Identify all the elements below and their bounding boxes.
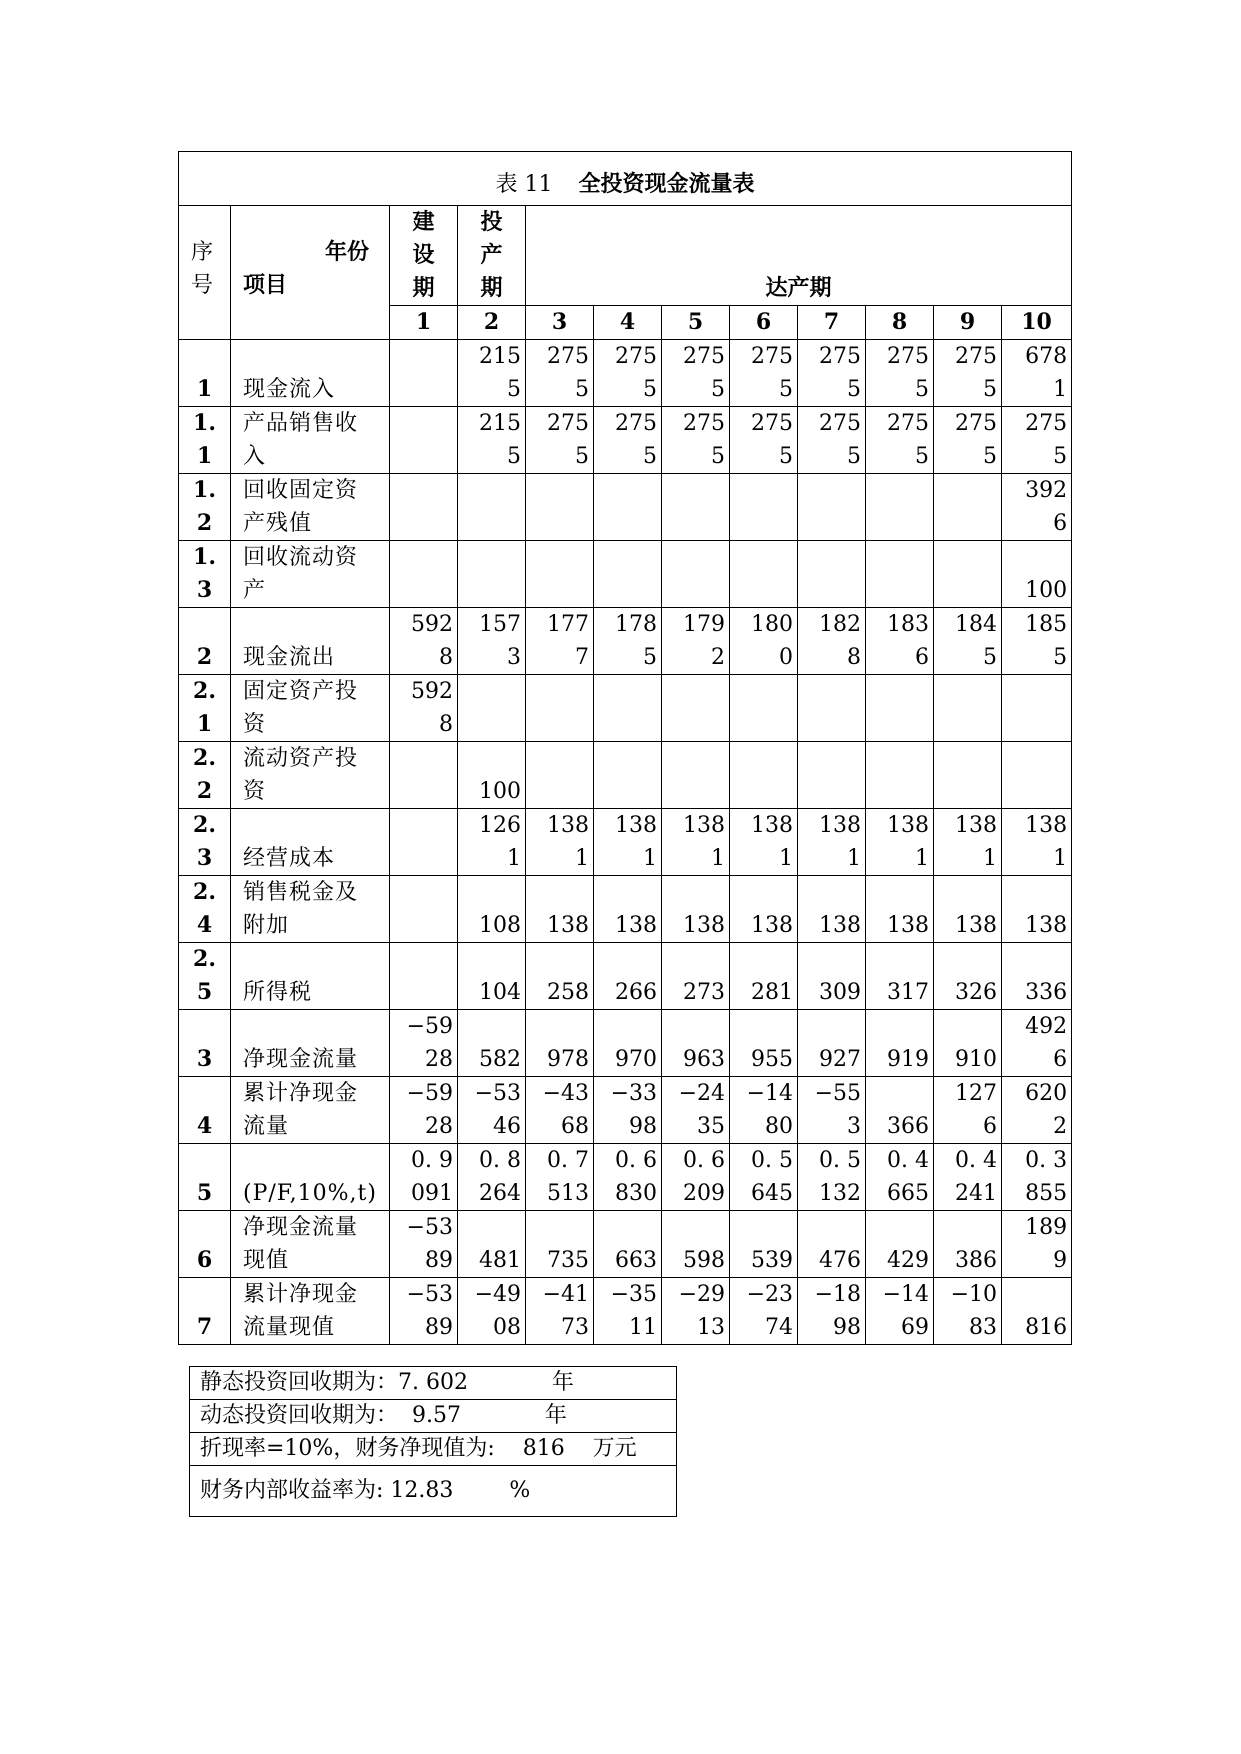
value-cell <box>934 675 1002 742</box>
value-cell: 275 5 <box>526 340 594 407</box>
year-header: 5 <box>662 306 730 340</box>
value-cell <box>934 742 1002 809</box>
value-cell: 189 9 <box>1002 1211 1072 1278</box>
value-cell: 598 <box>662 1211 730 1278</box>
value-cell: 539 <box>730 1211 798 1278</box>
year-header: 1 <box>390 306 458 340</box>
table-row <box>179 407 1072 474</box>
value-cell <box>458 675 526 742</box>
summary-box <box>189 1366 677 1517</box>
dynamic-payback: 动态投资回收期为： 9.57 年 <box>190 1400 677 1433</box>
value-cell: 0. 3 855 <box>1002 1144 1072 1211</box>
row-item: 固定资产投 资 <box>231 675 390 742</box>
value-cell <box>730 742 798 809</box>
year-header: 10 <box>1002 306 1072 340</box>
row-item: 现金流出 <box>231 608 390 675</box>
value-cell: 138 <box>1002 876 1072 943</box>
row-seq: 2. 3 <box>179 809 231 876</box>
value-cell: 179 2 <box>662 608 730 675</box>
value-cell: 978 <box>526 1010 594 1077</box>
row-item: 现金流入 <box>231 340 390 407</box>
row-seq: 1. 2 <box>179 474 231 541</box>
value-cell: 182 8 <box>798 608 866 675</box>
value-cell: 0. 7 513 <box>526 1144 594 1211</box>
value-cell <box>798 675 866 742</box>
value-cell: 177 7 <box>526 608 594 675</box>
table-row <box>179 1278 1072 1345</box>
row-seq: 2. 5 <box>179 943 231 1010</box>
row-item: 流动资产投 资 <box>231 742 390 809</box>
row-seq: 2. 1 <box>179 675 231 742</box>
value-cell: 275 5 <box>730 340 798 407</box>
value-cell <box>390 541 458 608</box>
value-cell: 138 <box>730 876 798 943</box>
value-cell: 481 <box>458 1211 526 1278</box>
value-cell: 326 <box>934 943 1002 1010</box>
value-cell: 266 <box>594 943 662 1010</box>
row-item: 回收流动资 产 <box>231 541 390 608</box>
value-cell <box>594 474 662 541</box>
year-header: 9 <box>934 306 1002 340</box>
value-cell: 963 <box>662 1010 730 1077</box>
value-cell: 429 <box>866 1211 934 1278</box>
table-row <box>179 809 1072 876</box>
year-header: 4 <box>594 306 662 340</box>
value-cell: 592 8 <box>390 608 458 675</box>
table-row <box>179 541 1072 608</box>
value-cell: 138 1 <box>662 809 730 876</box>
value-cell: 476 <box>798 1211 866 1278</box>
value-cell: 309 <box>798 943 866 1010</box>
value-cell: 678 1 <box>1002 340 1072 407</box>
value-cell <box>934 474 1002 541</box>
row-seq: 1. 1 <box>179 407 231 474</box>
row-seq: 2. 4 <box>179 876 231 943</box>
year-header: 7 <box>798 306 866 340</box>
value-cell <box>526 742 594 809</box>
value-cell: −14 69 <box>866 1278 934 1345</box>
value-cell: 138 <box>866 876 934 943</box>
value-cell: 275 5 <box>866 340 934 407</box>
value-cell: 492 6 <box>1002 1010 1072 1077</box>
value-cell: −18 98 <box>798 1278 866 1345</box>
row-seq: 7 <box>179 1278 231 1345</box>
value-cell: 816 <box>1002 1278 1072 1345</box>
row-seq: 1. 3 <box>179 541 231 608</box>
value-cell: 275 5 <box>866 407 934 474</box>
value-cell: 0. 5 132 <box>798 1144 866 1211</box>
table-title <box>179 152 1072 206</box>
value-cell: −53 46 <box>458 1077 526 1144</box>
value-cell <box>730 474 798 541</box>
value-cell: 336 <box>1002 943 1072 1010</box>
value-cell <box>594 541 662 608</box>
row-seq: 2. 2 <box>179 742 231 809</box>
value-cell <box>390 876 458 943</box>
value-cell: 386 <box>934 1211 1002 1278</box>
value-cell: 0. 8 264 <box>458 1144 526 1211</box>
value-cell: 663 <box>594 1211 662 1278</box>
header-construction: 建 设 期 <box>390 206 458 306</box>
value-cell: 275 5 <box>1002 407 1072 474</box>
value-cell: −59 28 <box>390 1010 458 1077</box>
value-cell <box>594 742 662 809</box>
value-cell: 0. 6 209 <box>662 1144 730 1211</box>
table-row <box>179 1010 1072 1077</box>
value-cell: 955 <box>730 1010 798 1077</box>
value-cell: 919 <box>866 1010 934 1077</box>
value-cell <box>390 474 458 541</box>
value-cell: −33 98 <box>594 1077 662 1144</box>
value-cell: 127 6 <box>934 1077 1002 1144</box>
value-cell: −24 35 <box>662 1077 730 1144</box>
value-cell: 100 <box>458 742 526 809</box>
value-cell <box>866 541 934 608</box>
value-cell: 0. 9 091 <box>390 1144 458 1211</box>
year-header: 8 <box>866 306 934 340</box>
row-item: 累计净现金 流量现值 <box>231 1278 390 1345</box>
header-year: 年份 <box>324 239 369 265</box>
value-cell: 157 3 <box>458 608 526 675</box>
value-cell: 138 1 <box>866 809 934 876</box>
value-cell: 970 <box>594 1010 662 1077</box>
table-row <box>179 474 1072 541</box>
header-item: 项目 <box>243 272 288 298</box>
row-item: 回收固定资 产残值 <box>231 474 390 541</box>
value-cell: −59 28 <box>390 1077 458 1144</box>
value-cell: 620 2 <box>1002 1077 1072 1144</box>
year-header: 2 <box>458 306 526 340</box>
value-cell: 138 <box>662 876 730 943</box>
value-cell: 183 6 <box>866 608 934 675</box>
value-cell: 138 1 <box>934 809 1002 876</box>
table-row <box>179 1211 1072 1278</box>
value-cell: 275 5 <box>662 407 730 474</box>
value-cell <box>662 541 730 608</box>
value-cell: 592 8 <box>390 675 458 742</box>
value-cell: −53 89 <box>390 1211 458 1278</box>
value-cell: 138 1 <box>1002 809 1072 876</box>
value-cell: 138 <box>798 876 866 943</box>
value-cell: −14 80 <box>730 1077 798 1144</box>
value-cell <box>866 474 934 541</box>
value-cell: 138 <box>594 876 662 943</box>
value-cell: 275 5 <box>526 407 594 474</box>
value-cell: 138 1 <box>594 809 662 876</box>
value-cell: 104 <box>458 943 526 1010</box>
value-cell: 275 5 <box>798 340 866 407</box>
table-row <box>179 1144 1072 1211</box>
value-cell: −29 13 <box>662 1278 730 1345</box>
value-cell: 275 5 <box>594 340 662 407</box>
value-cell: 215 5 <box>458 407 526 474</box>
table-row <box>179 340 1072 407</box>
value-cell <box>1002 675 1072 742</box>
value-cell: 215 5 <box>458 340 526 407</box>
value-cell: 178 5 <box>594 608 662 675</box>
value-cell: 180 0 <box>730 608 798 675</box>
row-seq: 4 <box>179 1077 231 1144</box>
row-item: 净现金流量 现值 <box>231 1211 390 1278</box>
row-seq: 3 <box>179 1010 231 1077</box>
value-cell <box>730 541 798 608</box>
value-cell: −49 08 <box>458 1278 526 1345</box>
value-cell: 0. 5 645 <box>730 1144 798 1211</box>
row-item: 净现金流量 <box>231 1010 390 1077</box>
table-row <box>179 608 1072 675</box>
value-cell: 582 <box>458 1010 526 1077</box>
year-header: 6 <box>730 306 798 340</box>
year-header: 3 <box>526 306 594 340</box>
value-cell: 275 5 <box>594 407 662 474</box>
value-cell: 185 5 <box>1002 608 1072 675</box>
row-item: 经营成本 <box>231 809 390 876</box>
value-cell <box>526 675 594 742</box>
value-cell: 273 <box>662 943 730 1010</box>
value-cell: −23 74 <box>730 1278 798 1345</box>
header-year-item <box>231 206 390 340</box>
value-cell <box>866 742 934 809</box>
table-name: 全投资现金流量表 <box>578 171 755 197</box>
value-cell: 275 5 <box>662 340 730 407</box>
value-cell: 258 <box>526 943 594 1010</box>
value-cell <box>390 340 458 407</box>
row-item: (P/F,10%,t) <box>231 1144 390 1211</box>
value-cell <box>526 474 594 541</box>
internal-rate-of-return: 财务内部收益率为: 12.83 % <box>190 1466 677 1517</box>
value-cell <box>798 742 866 809</box>
value-cell <box>1002 742 1072 809</box>
table-number: 表 11 <box>495 172 553 197</box>
value-cell: 735 <box>526 1211 594 1278</box>
value-cell: 392 6 <box>1002 474 1072 541</box>
value-cell: −10 83 <box>934 1278 1002 1345</box>
value-cell <box>730 675 798 742</box>
net-present-value: 折现率=10%，财务净现值为: 816 万元 <box>190 1433 677 1466</box>
value-cell <box>390 742 458 809</box>
value-cell: −53 89 <box>390 1278 458 1345</box>
value-cell: 275 5 <box>730 407 798 474</box>
value-cell: 138 1 <box>798 809 866 876</box>
value-cell <box>526 541 594 608</box>
value-cell: 366 <box>866 1077 934 1144</box>
value-cell: 275 5 <box>798 407 866 474</box>
value-cell: 0. 4 241 <box>934 1144 1002 1211</box>
table-row <box>179 876 1072 943</box>
value-cell <box>390 407 458 474</box>
cash-flow-table <box>178 151 1072 1345</box>
header-production-start: 投 产 期 <box>458 206 526 306</box>
value-cell <box>866 675 934 742</box>
row-item: 累计净现金 流量 <box>231 1077 390 1144</box>
table-row <box>179 1077 1072 1144</box>
value-cell <box>798 474 866 541</box>
table-row <box>179 943 1072 1010</box>
value-cell: −41 73 <box>526 1278 594 1345</box>
header-seq: 序 号 <box>179 206 231 340</box>
table-row <box>179 675 1072 742</box>
value-cell <box>458 541 526 608</box>
value-cell <box>458 474 526 541</box>
row-seq: 6 <box>179 1211 231 1278</box>
value-cell: 281 <box>730 943 798 1010</box>
value-cell: −43 68 <box>526 1077 594 1144</box>
value-cell: 108 <box>458 876 526 943</box>
row-seq: 1 <box>179 340 231 407</box>
value-cell <box>798 541 866 608</box>
value-cell: 100 <box>1002 541 1072 608</box>
value-cell: −55 3 <box>798 1077 866 1144</box>
value-cell: 184 5 <box>934 608 1002 675</box>
value-cell <box>594 675 662 742</box>
value-cell: 138 1 <box>526 809 594 876</box>
row-item: 所得税 <box>231 943 390 1010</box>
value-cell <box>662 474 730 541</box>
value-cell: 275 5 <box>934 340 1002 407</box>
value-cell: 317 <box>866 943 934 1010</box>
row-seq: 2 <box>179 608 231 675</box>
header-full-production: 达产期 <box>526 206 1072 306</box>
value-cell: 138 <box>526 876 594 943</box>
value-cell: 910 <box>934 1010 1002 1077</box>
row-item: 产品销售收 入 <box>231 407 390 474</box>
value-cell: 138 1 <box>730 809 798 876</box>
value-cell <box>390 943 458 1010</box>
table-row <box>179 742 1072 809</box>
value-cell: 275 5 <box>934 407 1002 474</box>
value-cell: 126 1 <box>458 809 526 876</box>
value-cell <box>934 541 1002 608</box>
value-cell: 927 <box>798 1010 866 1077</box>
value-cell <box>662 742 730 809</box>
value-cell: −35 11 <box>594 1278 662 1345</box>
value-cell <box>390 809 458 876</box>
value-cell: 0. 4 665 <box>866 1144 934 1211</box>
value-cell: 138 <box>934 876 1002 943</box>
static-payback: 静态投资回收期为：7. 602 年 <box>190 1367 677 1400</box>
value-cell: 0. 6 830 <box>594 1144 662 1211</box>
row-seq: 5 <box>179 1144 231 1211</box>
row-item: 销售税金及 附加 <box>231 876 390 943</box>
value-cell <box>662 675 730 742</box>
